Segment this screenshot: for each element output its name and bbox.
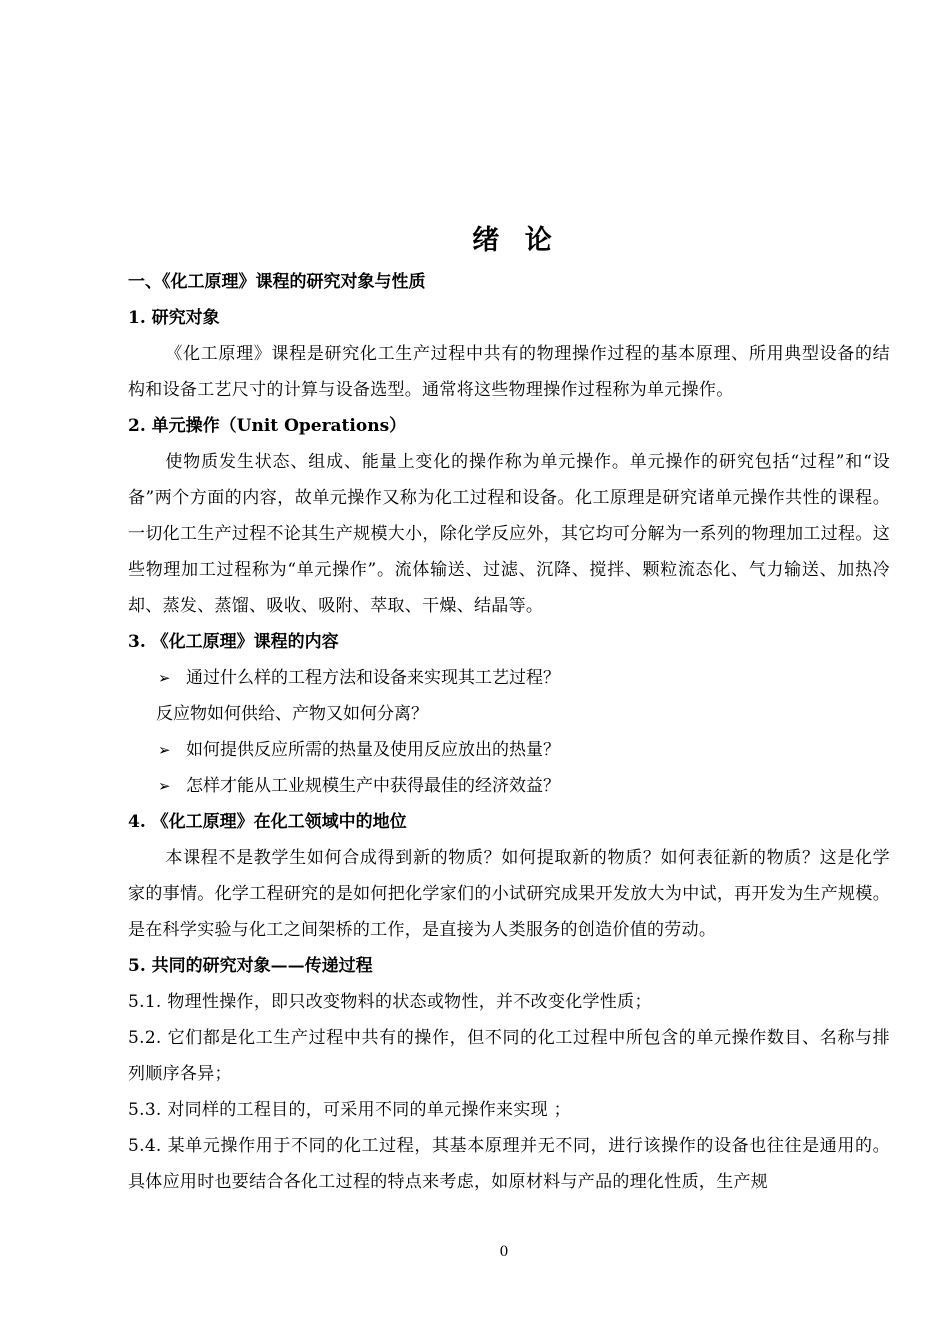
subsection-heading-3: 3. 《化工原理》课程的内容	[128, 632, 339, 652]
bullet-arrow-icon: ➢	[158, 777, 171, 795]
subsection-heading-5: 5. 共同的研究对象——传递过程	[128, 956, 373, 976]
paragraph-4: 本课程不是教学生如何合成得到新的物质？如何提取新的物质？如何表征新的物质？这是化学家的事情。化学工程研究的是如何把化学家们的小试研究成果开发放大为中试，再开发为生产规模。是在科学实验与化工之间架桥的工作，是直接为人类服务的创造价值的劳动。	[128, 848, 890, 940]
paragraph-1: 《化工原理》课程是研究化工生产过程中共有的物理操作过程的基本原理、所用典型设备的结构和设备工艺尺寸的计算与设备选型。通常将这些物理操作过程称为单元操作。	[128, 344, 890, 400]
numbered-item: 5.3. 对同样的工程目的，可采用不同的单元操作来实现 ；	[128, 1100, 571, 1120]
list-item-text: 如何提供反应所需的热量及使用反应放出的热量？	[186, 740, 560, 760]
list-item-text: 通过什么样的工程方法和设备来实现其工艺过程？	[186, 668, 560, 688]
paragraph-2: 使物质发生状态、组成、能量上变化的操作称为单元操作。单元操作的研究包括“过程”和“设备”两个方面的内容，故单元操作又称为化工过程和设备。化工原理是研究诸单元操作共性的课程。一切化工生产过程不论其生产规模大小，除化学反应外，其它均可分解为一系列的物理加工过程。这些物理加工过程称为“单元操作”。流体输送、过滤、沉降、搅拌、颗粒流态化、气力输送、加热冷却、蒸发、蒸馏、吸收、吸附、萃取、干燥、结晶等。	[128, 452, 890, 616]
section-heading: 一、《化工原理》课程的研究对象与性质	[128, 272, 426, 292]
list-item	[128, 660, 890, 696]
page-title: 绪 论	[472, 225, 560, 256]
numbered-item: 5.2. 它们都是化工生产过程中共有的操作，但不同的化工过程中所包含的单元操作数目、名称与排列顺序各异；	[128, 1028, 890, 1084]
page-number: 0	[499, 1244, 509, 1260]
list-item-text: 怎样才能从工业规模生产中获得最佳的经济效益？	[186, 776, 560, 796]
list-item	[128, 732, 890, 768]
list-item	[128, 768, 890, 804]
numbered-item: 5.1. 物理性操作，即只改变物料的状态或物性，并不改变化学性质；	[128, 992, 652, 1012]
page-content	[128, 218, 890, 1200]
numbered-item: 5.4. 某单元操作用于不同的化工过程，其基本原理并无不同，进行该操作的设备也往往是通用的。具体应用时也要结合各化工过程的特点来考虑，如原材料与产品的理化性质，生产规	[128, 1136, 890, 1192]
list-item: 反应物如何供给、产物又如何分离？	[156, 704, 428, 724]
bullet-arrow-icon: ➢	[158, 669, 171, 687]
subsection-heading-4: 4. 《化工原理》在化工领域中的地位	[128, 812, 407, 832]
bullet-arrow-icon: ➢	[158, 741, 171, 759]
subsection-heading-2: 2. 单元操作（Unit Operations）	[128, 416, 407, 436]
subsection-heading-1: 1. 研究对象	[128, 308, 220, 328]
